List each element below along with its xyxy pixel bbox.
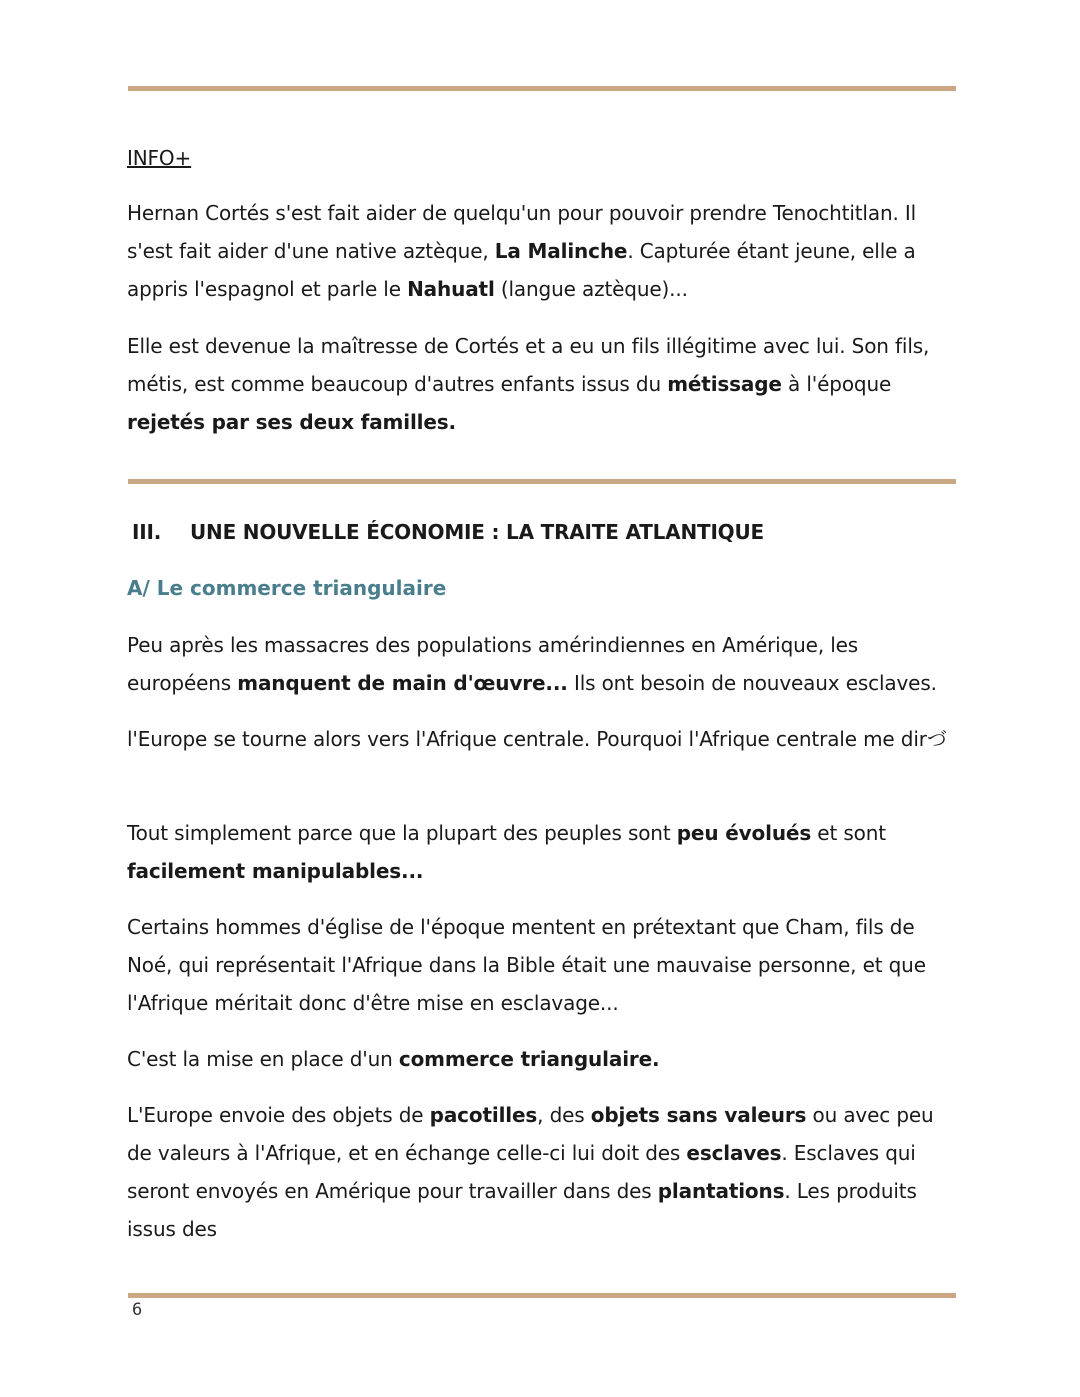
text-run: Certains hommes d'église de l'époque mentent en prétextant que Cham, fils de Noé, qui représentait l'Afrique dans la Bible était une mauvaise personne, et que l'Afrique méritait donc d'être mise en esclavage... [127,915,926,1015]
section-title: UNE NOUVELLE ÉCONOMIE : LA TRAITE ATLANTIQUE [190,520,764,544]
info-paragraph-1 [127,194,957,308]
section-divider [128,479,956,484]
section-heading [132,516,764,548]
bold-text: manquent de main d'œuvre... [237,671,568,695]
text-run: Tout simplement parce que la plupart des peuples sont [127,821,677,845]
bold-text: objets sans valeurs [590,1103,807,1127]
bold-text: rejetés par ses deux familles. [127,410,456,434]
body-paragraph [127,1040,957,1078]
text-run: . Capturée étant jeune, elle a appris l'espagnol et parle le [127,239,916,301]
top-divider [128,86,956,91]
bold-text: peu évolués [676,821,812,845]
bold-text: esclaves [686,1141,782,1165]
body-paragraph [127,626,957,702]
text-run: L'Europe envoie des objets de [127,1103,430,1127]
info-label: INFO+ [127,146,192,170]
text-run: Hernan Cortés s'est fait aider de quelqu'un pour pouvoir prendre Tenochtitlan. Il s'est fait aider d'une native aztèque, [127,201,917,263]
text-run: Ils ont besoin de nouveaux esclaves. [567,671,937,695]
bold-text: facilement manipulables... [127,859,424,883]
text-run: à l'époque [781,372,892,396]
info-paragraph-2 [127,327,957,441]
body-paragraph [127,814,957,890]
text-run: . Esclaves qui seront envoyés en Amérique pour travailler dans des [127,1141,916,1203]
text-run: l'Europe se tourne alors vers l'Afrique centrale. Pourquoi l'Afrique centrale me dirづ [127,727,947,751]
text-run: . Les produits issus des [127,1179,917,1241]
text-run: , des [537,1103,591,1127]
bold-text: commerce triangulaire. [398,1047,660,1071]
bold-text: La Malinche [494,239,628,263]
subsection-heading: A/ Le commerce triangulaire [127,576,447,600]
page-number: 6 [132,1300,143,1320]
text-run: et sont [811,821,886,845]
bold-text: métissage [667,372,782,396]
section-number: III. [132,520,162,544]
bottom-divider [128,1293,956,1298]
body-paragraph [127,1096,957,1248]
body-paragraph [127,720,957,758]
body-paragraph [127,908,957,1022]
bold-text: pacotilles [429,1103,538,1127]
text-run: Elle est devenue la maîtresse de Cortés et a eu un fils illégitime avec lui. Son fils, métis, est comme beaucoup d'autres enfants issus du [127,334,930,396]
bold-text: plantations [657,1179,785,1203]
bold-text: Nahuatl [407,277,495,301]
text-run: C'est la mise en place d'un [127,1047,399,1071]
text-run: ou avec peu de valeurs à l'Afrique, et en échange celle-ci lui doit des [127,1103,934,1165]
text-run: (langue aztèque)... [494,277,688,301]
text-run: Peu après les massacres des populations amérindiennes en Amérique, les européens [127,633,859,695]
